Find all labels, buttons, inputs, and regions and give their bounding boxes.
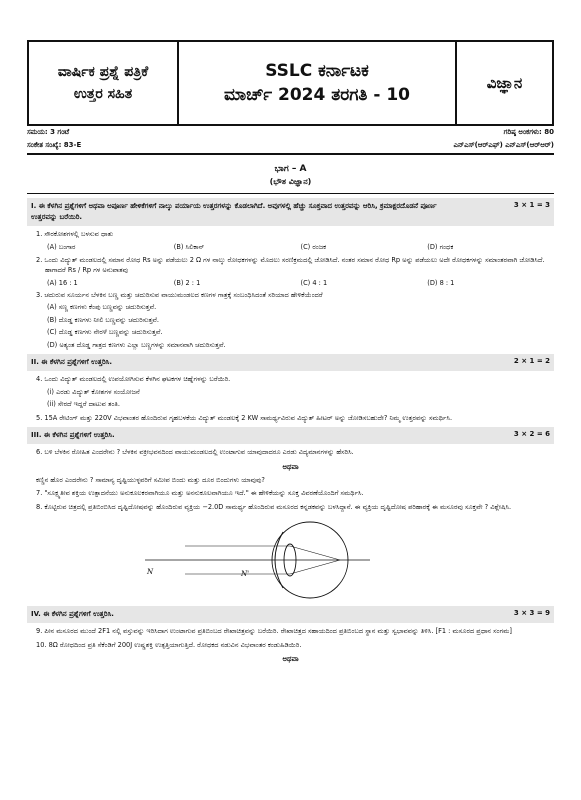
option: (C) ದೊಡ್ಡ ಕಣಗಳು ನೇರಳೆ ಬಣ್ಣವನ್ನು ಚದುರಿಸುತ್ತವೆ. bbox=[47, 328, 163, 336]
or-label-bottom: ಅಥವಾ bbox=[282, 655, 299, 663]
option: (C) ರಂಜಕ bbox=[300, 242, 327, 251]
section-heading-3 bbox=[27, 427, 554, 444]
header-left-line2: ಉತ್ತರ ಸಹಿತ bbox=[73, 86, 133, 102]
question-5: 5. 15A ರೇಟಿಂಗ್ ಮತ್ತು 220V ವಿಭವಾಂತರ ಹೊಂದಿರುವ ಗೃಹಬಳಕೆಯ ವಿದ್ಯುತ್ ಮಂಡಲಕ್ಕೆ 2 KW ಸಾಮರ್ಥ್ಯವಿರುವ ವಿದ್ಯುತ್ ಹೀಟರ್ ಅನ್ನು ಜೋಡಿಸಬಹುದೇ? ನಿಮ್ಮ ಉತ್ತರವನ್ನು ಸಮರ್ಥಿಸಿ. bbox=[36, 413, 453, 422]
option: (A) ಸಣ್ಣ ಕಣಗಳು ಕೆಂಪು ಬಣ್ಣವನ್ನು ಚದುರಿಸುತ್ತವೆ. bbox=[47, 303, 157, 311]
option: (B) ದೊಡ್ಡ ಕಣಗಳು ನೀಲಿ ಬಣ್ಣವನ್ನು ಚದುರಿಸುತ್ತವೆ. bbox=[47, 315, 160, 324]
section-1-marks: 3 × 1 = 3 bbox=[513, 201, 550, 209]
max-marks-label: ಗರಿಷ್ಠ ಅಂಕಗಳು: 80 bbox=[503, 128, 554, 136]
part-subtitle: (ಭೌತ ವಿಜ್ಞಾನ) bbox=[269, 177, 312, 186]
question-2: 2. ಒಂದು ವಿದ್ಯುತ್ ಮಂಡಲದಲ್ಲಿ ಸಮಾನ ರೋಧ Rs ಅನ್ನು ಪಡೆಯಲು 2 Ω ಗಳ ನಾಲ್ಕು ರೋಧಕಗಳನ್ನು ಮೊದಲು ಸರಣಿಕ್ರಮದಲ್ಲಿ ಜೋಡಿಸಿದೆ. ನಂತರ ಸಮಾನ ರೋಧ Rp ಅನ್ನು ಪಡೆಯಲು ಅದೇ ರೋಧಕಗಳನ್ನು ಸಮಾಂತರವಾಗಿ ಜೋಡಿಸಿದೆ. ಹಾಗಾದರೆ Rs / Rp ಗಳ ಅನುಪಾತವು bbox=[36, 255, 545, 274]
option: (D) ಗಂಧಕ bbox=[427, 242, 454, 251]
section-3-instruction: III. ಈ ಕೆಳಗಿನ ಪ್ರಶ್ನೆಗಳಿಗೆ ಉತ್ತರಿಸಿ. bbox=[31, 431, 115, 439]
meta-row-2 bbox=[27, 139, 554, 155]
option: (B) 2 : 1 bbox=[173, 278, 201, 287]
code-right-label: ಎನ್ಎಸ್(ಆರ್‌ಎಫ್) ಎನ್ಎಸ್(ಆರ್‌ಆರ್) bbox=[453, 141, 554, 149]
question-4-part-i: (i) ಎರಡು ವಿದ್ಯುತ್ ಕೋಶಗಳ ಸಂಯೋಜನೆ bbox=[47, 387, 140, 396]
point-n-label: N bbox=[147, 568, 154, 576]
section-1-instruction: I. ಈ ಕೆಳಗಿನ ಪ್ರಶ್ನೆಗಳಿಗೆ ಅಥವಾ ಅಪೂರ್ಣ ಹೇಳಿಕೆಗಳಿಗೆ ನಾಲ್ಕು ಪರ್ಯಾಯ ಉತ್ತರಗಳನ್ನು ಕೊಡಲಾಗಿದೆ. ಅವುಗಳಲ್ಲಿ ಹೆಚ್ಚು ಸೂಕ್ತವಾದ ಉತ್ತರವನ್ನು ಆರಿಸಿ, ಕ್ರಮಾಕ್ಷರದೊಡನೆ ಪೂರ್ಣ ಉತ್ತರವನ್ನು ಬರೆಯಿರಿ. bbox=[31, 202, 437, 221]
header-center-line1: SSLC ಕರ್ನಾಟಕ bbox=[265, 61, 369, 81]
section-2-marks: 2 × 1 = 2 bbox=[513, 357, 550, 365]
or-label: ಅಥವಾ bbox=[282, 462, 299, 471]
refracted-ray bbox=[290, 546, 340, 560]
question-9: 9. ಪೀನ ಮಸೂರದ ಮುಂದೆ 2F1 ನಲ್ಲಿ ವಸ್ತುವನ್ನು ಇರಿಸಿದಾಗ ಉಂಟಾಗುವ ಪ್ರತಿಬಿಂಬದ ರೇಖಾಚಿತ್ರವನ್ನು ಬರೆಯಿರಿ. ರೇಖಾಚಿತ್ರದ ಸಹಾಯದಿಂದ ಪ್ರತಿಬಿಂಬದ ಸ್ಥಾನ ಮತ್ತು ಸ್ವಭಾವವನ್ನು ತಿಳಿಸಿ. [F1 : ಮಸೂರದ ಪ್ರಧಾನ ಸಂಗಮ] bbox=[36, 627, 513, 635]
exam-page bbox=[27, 40, 554, 667]
header-left-line1: ವಾರ್ಷಿಕ ಪ್ರಶ್ನೆ ಪತ್ರಿಕೆ bbox=[57, 64, 149, 80]
code-label: ಸಂಕೇತ ಸಂಖ್ಯೆ: 83-E bbox=[27, 141, 82, 149]
divider bbox=[27, 193, 554, 194]
header-box bbox=[27, 40, 554, 126]
question-6-alternative: ಕಣ್ಣಿನ ಹೊರ ಎಂದರೇನು ? ಸಾಮಾನ್ಯ ದೃಷ್ಟಿಯುಳ್ಳವರಿಗೆ ಸಮೀಪ ಬಿಂದು ಮತ್ತು ದೂರ ಬಿಂದುಗಳು ಯಾವುವು? bbox=[36, 475, 265, 484]
section-4-marks: 3 × 3 = 9 bbox=[513, 609, 550, 617]
point-n-prime-label: N' bbox=[241, 570, 250, 578]
question-6: 6. ಬಳಿ ಬೆಳಕಿನ ರೋಹಿತ ಎಂದರೇನು ? ಬೆಳಕಿನ ವಕ್ರೀಭವನದಿಂದ ವಾಯುಮಂಡಲದಲ್ಲಿ ಉಂಟಾಗುವ ಯಾವುದಾದರೂ ಎರಡು ವಿದ್ಯಮಾನಗಳನ್ನು ಹೆಸರಿಸಿ. bbox=[36, 448, 354, 456]
option: (B) ಸಿಲಿಕಾನ್ bbox=[173, 242, 205, 251]
question-10: 10. 8Ω ರೋಧದಿಂದ ಪ್ರತಿ ಸೆಕೆಂಡಿಗೆ 200J ಉಷ್ಣಶಕ್ತಿ ಉತ್ಪತ್ತಿಯಾಗುತ್ತಿದೆ. ರೋಧಕದ ನಡುವಿನ ವಿಭವಾಂತರ ಕಂಡುಹಿಡಿಯಿರಿ. bbox=[36, 640, 302, 649]
meta-row-1 bbox=[27, 126, 554, 139]
question-1-options bbox=[27, 243, 554, 252]
option: (A) ಬಂಗಾರ bbox=[47, 242, 76, 251]
question-4: 4. ಒಂದು ವಿದ್ಯುತ್ ಮಂಡಲದಲ್ಲಿ ಉಪಯೋಗಿಸುವ ಕೆಳಗಿನ ಘಟಕಗಳ ಚಿಹ್ನೆಗಳನ್ನು ಬರೆಯಿರಿ. bbox=[36, 375, 231, 383]
refracted-ray bbox=[290, 560, 340, 574]
subject-title: ವಿಜ್ಞಾನ bbox=[486, 74, 523, 92]
section-2-instruction: II. ಈ ಕೆಳಗಿನ ಪ್ರಶ್ನೆಗಳಿಗೆ ಉತ್ತರಿಸಿ. bbox=[31, 358, 113, 366]
section-3-marks: 3 × 2 = 6 bbox=[513, 430, 550, 438]
question-2-options bbox=[27, 279, 554, 287]
section-heading-4 bbox=[27, 606, 554, 623]
question-3: 3. ಚದುರುವ ಸೂರ್ಯನ ಬೆಳಕಿನ ಬಣ್ಣ ಮತ್ತು ಚದುರಿಸುವ ವಾಯುಮಂಡಲದ ಕಣಗಳ ಗಾತ್ರಕ್ಕೆ ಸಂಬಂಧಿಸಿದಂತೆ ಸರಿಯಾದ ಹೇಳಿಕೆಯೆಂದರೆ bbox=[36, 290, 323, 299]
section-heading-1 bbox=[27, 198, 554, 226]
option: (C) 4 : 1 bbox=[300, 278, 328, 287]
question-8: 8. ಕೊಟ್ಟಿರುವ ಚಿತ್ರದಲ್ಲಿ ಪ್ರತಿಬಿಂಬಿಸಿದ ದೃಷ್ಟಿದೋಷವನ್ನು ಹೊಂದಿರುವ ವ್ಯಕ್ತಿಯ −2.0D ಸಾಮರ್ಥ್ಯ ಹೊಂದಿರುವ ಮಸೂರದ ಕನ್ನಡಕವನ್ನು ಬಳಸಿದ್ದಾನೆ. ಈ ವ್ಯಕ್ತಿಯ ದೃಷ್ಟಿದೋಷ ಪರಿಹಾರಕ್ಕೆ ಈ ಮಸೂರವು ಸೂಕ್ತವೇ ? ವಿಶ್ಲೇಷಿಸಿ. bbox=[36, 502, 512, 511]
time-label: ಸಮಯ: 3 ಗಂಟೆ bbox=[27, 128, 70, 136]
header-left bbox=[29, 42, 179, 124]
option: (A) 16 : 1 bbox=[47, 278, 78, 287]
question-7: 7. "ಸೂಕ್ಷ್ಮತೀವ ಶಕ್ತಿಯ ಉತ್ಪಾದನೆಯು ಅನುಕೂಲಕರವಾಗಿಯೂ ಮತ್ತು ಅನನುಕೂಲವಾಗಿಯೂ ಇದೆ." ಈ ಹೇಳಿಕೆಯನ್ನು ಸೂಕ್ತ ವಿವರಣೆಯೊಂದಿಗೆ ಸಮರ್ಥಿಸಿ. bbox=[36, 489, 364, 497]
header-center bbox=[179, 42, 457, 124]
section-4-instruction: IV. ಈ ಕೆಳಗಿನ ಪ್ರಶ್ನೆಗಳಿಗೆ ಉತ್ತರಿಸಿ. bbox=[31, 610, 114, 618]
header-right bbox=[457, 42, 552, 124]
section-heading-2 bbox=[27, 354, 554, 371]
question-4-part-ii: (ii) ಸೇರದೆ ಇದ್ದರೆ ದಾಟುವ ತಂತಿ. bbox=[47, 400, 120, 408]
question-1: 1. ಸೌರಕೋಶಗಳಲ್ಲಿ ಬಳಸುವ ಧಾತು bbox=[36, 230, 114, 238]
part-title: ಭಾಗ – A bbox=[274, 164, 307, 174]
header-center-line2: ಮಾರ್ಚ್ 2024 ತರಗತಿ - 10 bbox=[223, 85, 410, 105]
option: (D) 8 : 1 bbox=[427, 278, 455, 287]
eye-diagram bbox=[145, 516, 385, 602]
option: (D) ಅತ್ಯಂತ ದೊಡ್ಡ ಗಾತ್ರದ ಕಣಗಳು ಎಲ್ಲಾ ಬಣ್ಣಗಳನ್ನು ಸಮಾನವಾಗಿ ಚದುರಿಸುತ್ತವೆ. bbox=[47, 340, 226, 349]
